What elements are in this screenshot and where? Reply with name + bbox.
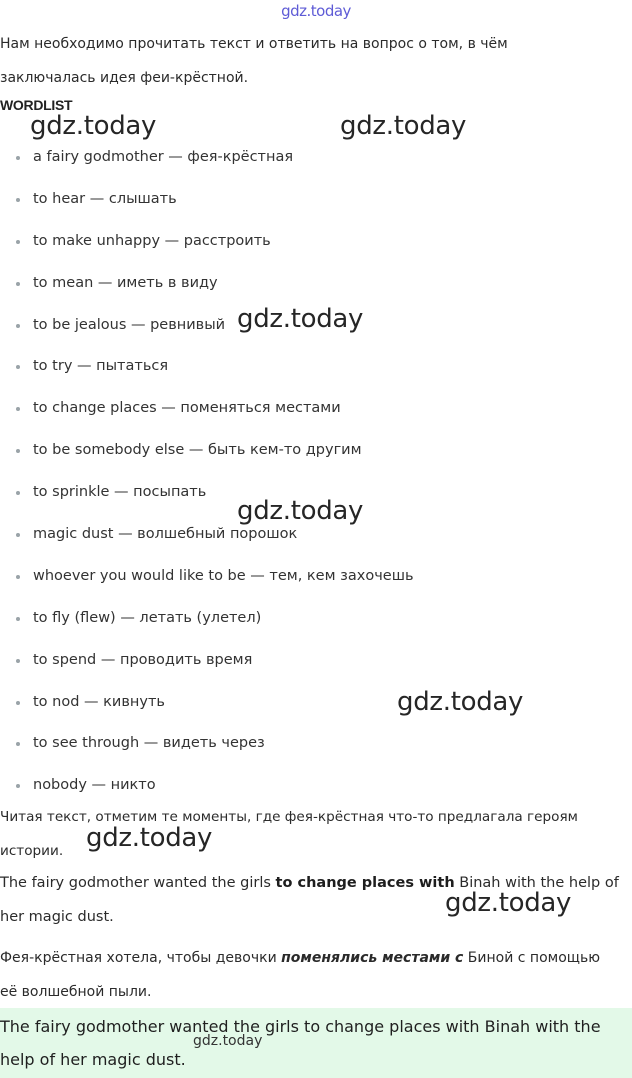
bullet-icon: [16, 784, 20, 788]
list-item: to hear — слышать: [0, 179, 632, 221]
watermark: gdz.today: [86, 823, 213, 853]
wordlist: [0, 137, 632, 807]
watermark: gdz.today: [397, 687, 524, 717]
bullet-icon: [16, 742, 20, 746]
answer-text: The fairy godmother wanted the girls to change places with Binah with the help of her magic dust.: [0, 1017, 601, 1069]
list-item: to sprinkle — посыпать: [0, 472, 632, 514]
list-item: to mean — иметь в виду: [0, 263, 632, 305]
bullet-icon: [16, 449, 20, 453]
reading-line-1: Читая текст, отметим те моменты, где фея-крёстная что-то предлагала героям: [0, 809, 578, 825]
watermark: gdz.today: [237, 304, 364, 334]
bullet-icon: [16, 156, 20, 160]
bullet-icon: [16, 575, 20, 579]
list-item: a fairy godmother — фея-крёстная: [0, 137, 632, 179]
english-sentence: The fairy godmother wanted the girls to change places with Binah with the help of her magic dust.: [0, 875, 619, 925]
bullet-icon: [16, 282, 20, 286]
list-item: to make unhappy — расстроить: [0, 221, 632, 263]
watermark: gdz.today: [445, 888, 572, 918]
list-item: to fly (flew) — летать (улетел): [0, 598, 632, 640]
answer-box: [0, 1008, 632, 1078]
list-item: to nod — кивнуть: [0, 682, 632, 724]
list-item: to spend — проводить время: [0, 640, 632, 682]
intro-line-1: Нам необходимо прочитать текст и ответить на вопрос о том, в чём: [0, 36, 508, 52]
list-item: nobody — никто: [0, 765, 632, 807]
list-item: to be somebody else — быть кем-то другим: [0, 430, 632, 472]
bullet-icon: [16, 365, 20, 369]
bullet-icon: [16, 324, 20, 328]
reading-line-2: истории.: [0, 843, 64, 859]
watermark-top: gdz.today: [281, 2, 351, 20]
highlighted-phrase-ru: поменялись местами с: [281, 950, 464, 966]
intro-line-2: заключалась идея феи-крёстной.: [0, 70, 249, 86]
list-item: whoever you would like to be — тем, кем захочешь: [0, 556, 632, 598]
bullet-icon: [16, 617, 20, 621]
list-item: to see through — видеть через: [0, 723, 632, 765]
list-item: to try — пытаться: [0, 346, 632, 388]
russian-sentence: Фея-крёстная хотела, чтобы девочки поменялись местами с Биной с помощью её волшебной пыли.: [0, 950, 600, 1000]
bullet-icon: [16, 491, 20, 495]
bullet-icon: [16, 198, 20, 202]
watermark: gdz.today: [30, 111, 157, 141]
list-item: to change places — поменяться местами: [0, 388, 632, 430]
bullet-icon: [16, 701, 20, 705]
bullet-icon: [16, 407, 20, 411]
bullet-icon: [16, 533, 20, 537]
watermark: gdz.today: [237, 496, 364, 526]
bullet-icon: [16, 659, 20, 663]
wordlist-heading: WORDLIST: [0, 97, 73, 113]
bullet-icon: [16, 240, 20, 244]
highlighted-phrase: to change places with: [275, 875, 455, 891]
watermark: gdz.today: [193, 1033, 263, 1049]
intro-text: [0, 27, 632, 95]
watermark: gdz.today: [340, 111, 467, 141]
list-item: magic dust — волшебный порошок: [0, 514, 632, 556]
list-item: to be jealous — ревнивый: [0, 305, 632, 347]
